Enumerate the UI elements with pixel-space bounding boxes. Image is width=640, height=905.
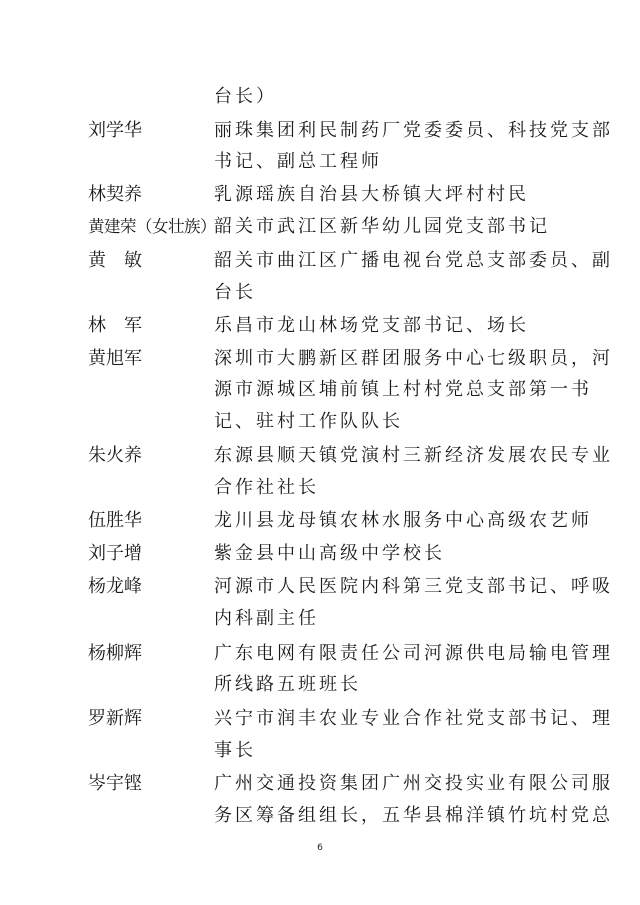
entry-desc-line: 韶关市武江区新华幼儿园党支部书记 xyxy=(214,216,550,237)
entry-desc-line: 广州交通投资集团广州交投实业有限公司服 xyxy=(214,773,613,794)
entry-desc-line: 丽珠集团利民制药厂党委委员、科技党支部 xyxy=(214,120,613,141)
entry-name: 罗新辉 xyxy=(88,708,142,729)
entry-name: 黄旭军 xyxy=(88,348,142,369)
entry-name: 伍胜华 xyxy=(88,510,142,531)
entry-desc-line: 乐昌市龙山林场党支部书记、场长 xyxy=(214,315,529,336)
entry-desc-line: 务区筹备组组长，五华县棉洋镇竹坑村党总 xyxy=(214,805,613,826)
entry-name: 刘学华 xyxy=(88,120,142,141)
entry-desc-line: 事长 xyxy=(214,740,256,761)
entry-name: 岑宇铿 xyxy=(88,773,142,794)
entry-name: 刘子增 xyxy=(88,543,142,564)
page-number: 6 xyxy=(317,843,323,853)
entry-desc-line: 龙川县龙母镇农林水服务中心高级农艺师 xyxy=(214,510,592,531)
entry-name: 林契养 xyxy=(88,184,142,205)
entry-desc-line: 书记、副总工程师 xyxy=(214,151,382,172)
entry-desc-line: 兴宁市润丰农业专业合作社党支部书记、理 xyxy=(214,708,613,729)
entry-name: 杨柳辉 xyxy=(88,643,142,664)
entry-desc-line: 所线路五班班长 xyxy=(214,674,361,695)
entry-desc-line: 记、驻村工作队队长 xyxy=(214,411,403,432)
entry-desc-line: 紫金县中山高级中学校长 xyxy=(214,543,445,564)
entry-desc-line: 内科副主任 xyxy=(214,608,319,629)
entry-desc-line: 东源县顺天镇党演村三新经济发展农民专业 xyxy=(214,445,613,466)
entry-desc-line: 广东电网有限责任公司河源供电局输电管理 xyxy=(214,643,613,664)
entry-desc-line: 韶关市曲江区广播电视台党总支部委员、副 xyxy=(214,250,613,271)
entry-desc-line: 台长） xyxy=(214,86,277,107)
entry-name: 黄建荣（女壮族） xyxy=(88,217,216,236)
entry-desc-line: 乳源瑶族自治县大桥镇大坪村村民 xyxy=(214,184,529,205)
entry-name: 黄 敏 xyxy=(88,250,142,271)
entry-desc-line: 源市源城区埔前镇上村村党总支部第一书 xyxy=(214,379,592,400)
entry-name: 林 军 xyxy=(88,315,142,336)
entry-name: 朱火养 xyxy=(88,445,142,466)
entry-desc-line: 合作社社长 xyxy=(214,477,319,498)
entry-name: 杨龙峰 xyxy=(88,576,142,597)
entry-desc-line: 河源市人民医院内科第三党支部书记、呼吸 xyxy=(214,576,613,597)
entry-desc-line: 台长 xyxy=(214,282,256,303)
entry-desc-line: 深圳市大鹏新区群团服务中心七级职员，河 xyxy=(214,348,613,369)
